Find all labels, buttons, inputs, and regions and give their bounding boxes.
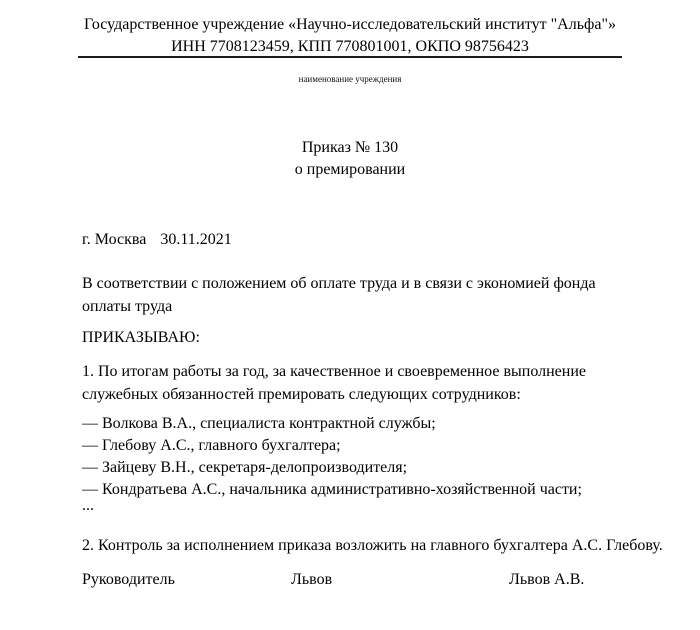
- ellipsis-placeholder: ...: [82, 497, 94, 514]
- organization-name: Государственное учреждение «Научно-исследовательский институт "Альфа"»: [83, 16, 616, 33]
- organization-requisites: ИНН 7708123459, КПП 770801001, ОКПО 98756423: [171, 38, 529, 55]
- order-item-1: 1. По итогам работы за год, за качественное и своевременное выполнение служебных обязанностей премировать следующих сотрудников:: [82, 363, 587, 403]
- city-date-row: [82, 231, 232, 249]
- employee-item: — Глебову А.С., главного бухгалтера;: [82, 437, 341, 454]
- document-header: [78, 14, 622, 58]
- signature-full-name: Львов А.В.: [509, 571, 585, 588]
- employee-item: — Кондратьева А.С., начальника административно-хозяйственной части;: [82, 481, 582, 498]
- employee-list: [82, 413, 642, 501]
- header-caption: наименование учреждения: [298, 74, 402, 84]
- order-item-2: 2. Контроль за исполнением приказа возложить на главного бухгалтера А.С. Глебову.: [82, 537, 663, 554]
- title-subject: о премировании: [294, 161, 406, 178]
- signature-position-title: Руководитель: [82, 571, 175, 588]
- title-order-number: Приказ № 130: [301, 139, 399, 156]
- date-value: 30.11.2021: [160, 231, 232, 248]
- employee-item: — Волкова В.А., специалиста контрактной службы;: [82, 415, 436, 432]
- document-title: [78, 137, 622, 181]
- decree-word: ПРИКАЗЫВАЮ:: [82, 329, 200, 346]
- employee-item: — Зайцеву В.Н., секретаря-делопроизводителя;: [82, 459, 408, 476]
- intro-paragraph: В соответствии с положением об оплате труда и в связи с экономией фонда оплаты труда: [82, 275, 596, 315]
- signature-row: [82, 571, 642, 593]
- signature-name: Львов: [291, 571, 333, 588]
- header-divider: [78, 56, 622, 58]
- city-label: г. Москва: [82, 231, 147, 248]
